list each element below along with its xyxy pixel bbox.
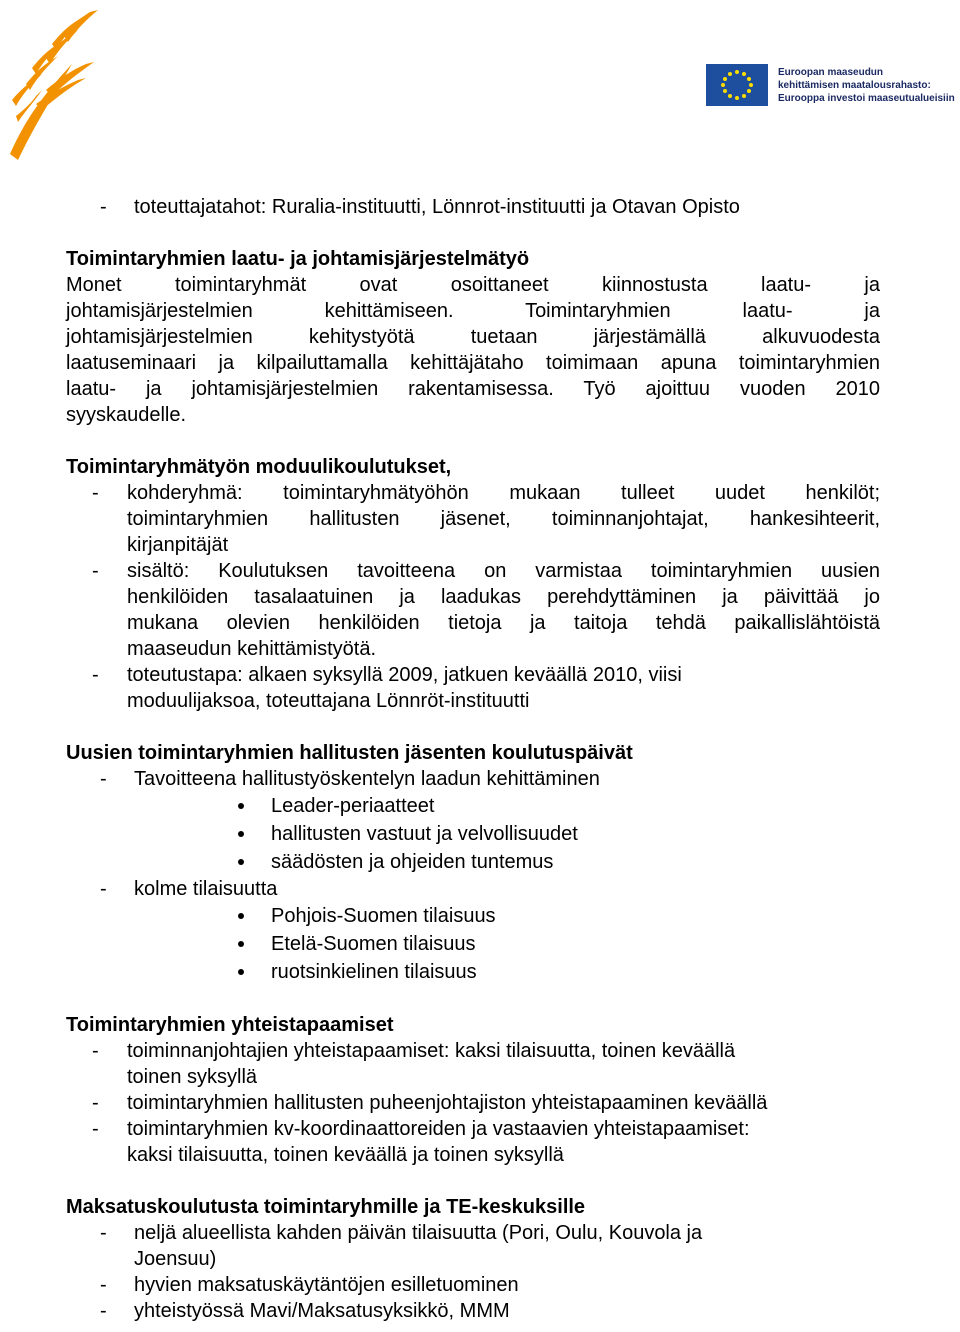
section-heading-quality: Toimintaryhmien laatu- ja johtamisjärjestelmätyö: [66, 248, 530, 270]
paragraph-line: laatuseminaari ja kilpailuttamalla kehittäjätaho toimimaan apuna toimintaryhmien: [66, 352, 880, 374]
list-item-continuation: [66, 1246, 880, 1272]
bullet-icon: [238, 969, 244, 975]
list-item-text: toimintaryhmien hallitusten jäsenet, toiminnanjohtajat, hankesihteerit,: [127, 508, 880, 530]
sub-bullet-text: Leader-periaatteet: [271, 795, 435, 817]
list-item-text: toinen syksyllä: [127, 1066, 258, 1088]
list-item-text: kohderyhmä: toimintaryhmätyöhön mukaan tulleet uudet henkilöt;: [127, 482, 880, 504]
eu-funding-text: [778, 66, 955, 105]
document-body: [66, 194, 880, 1324]
list-item-text: henkilöiden tasalaatuinen ja laadukas perehdyttäminen ja päivittää jo: [127, 586, 880, 608]
bullet-icon: [238, 803, 244, 809]
list-item-text: toimintaryhmien hallitusten puheenjohtajiston yhteistapaaminen keväällä: [127, 1092, 768, 1114]
bullet-icon: [238, 831, 244, 837]
list-item-continuation: [66, 636, 880, 662]
section-heading-modules: Toimintaryhmätyön moduulikoulutukset,: [66, 456, 452, 478]
list-item-text: toimintaryhmien kv-koordinaattoreiden ja vastaavien yhteistapaamiset:: [127, 1118, 750, 1140]
list-item-text: Tavoitteena hallitustyöskentelyn laadun kehittäminen: [134, 768, 600, 790]
paragraph-line: johtamisjärjestelmien kehittämiseen. Toimintaryhmien laatu- ja: [66, 300, 880, 322]
section-heading-meetings: Toimintaryhmien yhteistapaamiset: [66, 1014, 394, 1036]
eu-text-line-1: Euroopan maaseudun: [778, 67, 884, 78]
list-item-text: toiminnanjohtajien yhteistapaamiset: kaksi tilaisuutta, toinen keväällä: [127, 1040, 736, 1062]
list-item: [66, 1272, 880, 1298]
dash-marker: -: [92, 1040, 99, 1062]
list-item-continuation: [66, 1142, 880, 1168]
dash-marker: -: [92, 560, 99, 582]
list-item-text: sisältö: Koulutuksen tavoitteena on varmistaa toimintaryhmien uusien: [127, 560, 880, 582]
paragraph-line: johtamisjärjestelmien kehitystyötä tuetaan järjestämällä alkuvuodesta: [66, 326, 880, 348]
list-item: [66, 558, 880, 584]
section-heading-board-training: Uusien toimintaryhmien hallitusten jäsenten koulutuspäivät: [66, 742, 633, 764]
list-item: [66, 1116, 880, 1142]
list-item: [66, 1220, 880, 1246]
dash-marker: -: [92, 664, 99, 686]
list-item-text: mukana olevien henkilöiden tietoja ja taitoja tehdä paikallislähtöistä: [127, 612, 880, 634]
list-item-text: kolme tilaisuutta: [134, 878, 278, 900]
eu-text-line-2: kehittämisen maatalousrahasto:: [778, 80, 931, 91]
bullet-icon: [238, 913, 244, 919]
leader-wheat-logo: [6, 4, 106, 160]
sub-bullet-item: [66, 930, 880, 958]
list-item: [66, 876, 880, 902]
bullet-icon: [238, 941, 244, 947]
list-item-continuation: [66, 532, 880, 558]
list-item: [66, 480, 880, 506]
sub-bullet-item: [66, 848, 880, 876]
sub-bullet-item: [66, 820, 880, 848]
dash-marker: -: [100, 878, 107, 900]
list-item: [66, 766, 880, 792]
list-item-text: Joensuu): [134, 1248, 217, 1270]
list-item-text: maaseudun kehittämistyötä.: [127, 638, 377, 660]
paragraph-line: syyskaudelle.: [66, 404, 187, 426]
dash-marker: -: [92, 1092, 99, 1114]
paragraph-line: Monet toimintaryhmät ovat osoittaneet kiinnostusta laatu- ja: [66, 274, 880, 296]
list-item-text: kirjanpitäjät: [127, 534, 229, 556]
eu-flag-icon: [706, 64, 768, 106]
eu-funding-badge: [706, 62, 960, 108]
list-item-continuation: [66, 1064, 880, 1090]
dash-marker: -: [92, 1118, 99, 1140]
section-heading-payment-training: Maksatuskoulutusta toimintaryhmille ja TE-keskuksille: [66, 1196, 586, 1218]
sub-bullet-text: Etelä-Suomen tilaisuus: [271, 933, 476, 955]
list-item: [66, 662, 880, 688]
sub-bullet-item: [66, 792, 880, 820]
list-item-text: toteutustapa: alkaen syksyllä 2009, jatkuen keväällä 2010, viisi: [127, 664, 682, 686]
dash-marker: -: [100, 196, 107, 218]
sub-bullet-item: [66, 902, 880, 930]
sub-bullet-text: säädösten ja ohjeiden tuntemus: [271, 851, 554, 873]
list-item-text: hyvien maksatuskäytäntöjen esilletuominen: [134, 1274, 519, 1296]
list-item-continuation: [66, 688, 880, 714]
list-item-continuation: [66, 584, 880, 610]
list-item: [66, 1090, 880, 1116]
list-item-continuation: [66, 506, 880, 532]
implementers-text: toteuttajatahot: Ruralia-instituutti, Lönnrot-instituutti ja Otavan Opisto: [134, 196, 740, 218]
implementers-line: [66, 194, 880, 220]
dash-marker: -: [100, 768, 107, 790]
sub-bullet-item: [66, 958, 880, 986]
dash-marker: -: [100, 1274, 107, 1296]
list-item-continuation: [66, 610, 880, 636]
dash-marker: -: [92, 482, 99, 504]
sub-bullet-text: Pohjois-Suomen tilaisuus: [271, 905, 496, 927]
list-item: [66, 1038, 880, 1064]
paragraph-line: laatu- ja johtamisjärjestelmien rakentamisessa. Työ ajoittuu vuoden 2010: [66, 378, 880, 400]
list-item-text: yhteistyössä Mavi/Maksatusyksikkö, MMM: [134, 1300, 510, 1322]
dash-marker: -: [100, 1300, 107, 1322]
sub-bullet-text: hallitusten vastuut ja velvollisuudet: [271, 823, 578, 845]
eu-text-line-3: Eurooppa investoi maaseutualueisiin: [778, 93, 955, 104]
list-item: [66, 1298, 880, 1324]
list-item-text: moduulijaksoa, toteuttajana Lönnröt-instituutti: [127, 690, 530, 712]
sub-bullet-text: ruotsinkielinen tilaisuus: [271, 961, 477, 983]
bullet-icon: [238, 859, 244, 865]
dash-marker: -: [100, 1222, 107, 1244]
list-item-text: neljä alueellista kahden päivän tilaisuutta (Pori, Oulu, Kouvola ja: [134, 1222, 703, 1244]
list-item-text: kaksi tilaisuutta, toinen keväällä ja toinen syksyllä: [127, 1144, 564, 1166]
